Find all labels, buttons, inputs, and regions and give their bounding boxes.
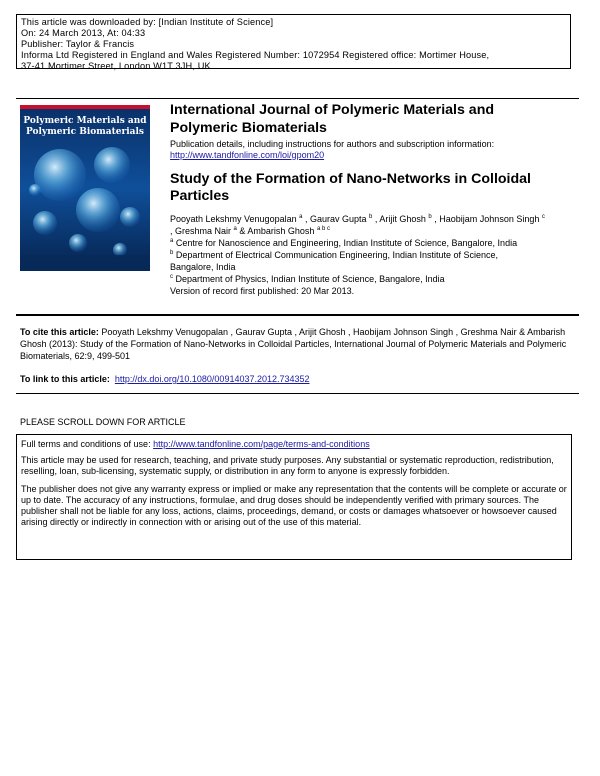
- affiliation-text: Department of Electrical Communication Engineering, Indian Institute of Science,: [175, 250, 499, 260]
- doi-link[interactable]: http://dx.doi.org/10.1080/00914037.2012.734352: [114, 374, 310, 384]
- affiliation-text: Department of Physics, Indian Institute of Science, Bangalore, India: [175, 274, 445, 284]
- affiliations: [170, 237, 578, 297]
- terms-box: [16, 434, 572, 560]
- article-title-line1: Study of the Formation of Nano-Networks in Colloidal: [170, 171, 531, 187]
- author-affil-mark: a: [299, 214, 303, 220]
- affiliation-a: [170, 237, 578, 249]
- author-name: Greshma Nair: [175, 226, 232, 236]
- terms-link[interactable]: http://www.tandfonline.com/page/terms-and-conditions: [153, 439, 370, 449]
- article-title: [170, 171, 578, 205]
- publication-details-text: Publication details, including instructions for authors and subscription information:: [170, 139, 495, 149]
- download-date: On: 24 March 2013, At: 04:33: [21, 28, 146, 38]
- version-of-record: Version of record first published: 20 Mar 2013.: [170, 286, 355, 296]
- terms-paragraph-disclaimer: The publisher does not give any warranty express or implied or make any representation that the contents will be complete or accurate or up to date. The accuracy of any instructions, formulae, and drug doses should be independently verified with primary sources. The publisher shall not be liable for any loss, actions, claims, proceedings, demand, or costs or damages whatsoever or howsoever caused arising directly or indirectly in connection with or arising out of the use of this material.: [21, 484, 567, 527]
- scroll-notice: PLEASE SCROLL DOWN FOR ARTICLE: [20, 417, 186, 427]
- author-affil-mark: c: [541, 214, 545, 220]
- affiliation-text: Centre for Nanoscience and Engineering, Indian Institute of Science, Bangalore, India: [175, 238, 518, 248]
- author-name: Pooyath Lekshmy Venugopalan: [170, 214, 297, 224]
- journal-title: [170, 101, 578, 137]
- publication-details: [170, 139, 578, 161]
- citation-block: [20, 326, 576, 362]
- author-name: Gaurav Gupta: [309, 214, 367, 224]
- author-affil-mark: a b c: [316, 226, 330, 232]
- downloaded-by: This article was downloaded by: [Indian Institute of Science]: [21, 17, 274, 27]
- terms-label: Full terms and conditions of use:: [21, 439, 154, 449]
- journal-title-line1: International Journal of Polymeric Materials and: [170, 102, 495, 118]
- divider-top: [16, 98, 579, 99]
- divider-citation: [16, 393, 579, 394]
- author-list: Pooyath Lekshmy Venugopalan $^a$ , Gaurav Gupta $^b$ , Arijit Ghosh $^b$ , Haobijam Johnson Singh $^c$ , Greshma Nair $^a$ & Ambarish Ghosh $^{a b c}$: [170, 214, 545, 236]
- terms-line: [21, 439, 567, 450]
- registration-line1: Informa Ltd Registered in England and Wales Registered Number: 1072954 Registered office: Mortimer House,: [21, 50, 490, 60]
- affiliation-mark: c: [170, 274, 173, 280]
- journal-title-line2: Polymeric Biomaterials: [170, 120, 327, 136]
- author-affil-mark: b: [428, 214, 432, 220]
- affiliation-b: [170, 249, 578, 261]
- citation-label: To cite this article:: [20, 327, 99, 337]
- affiliation-mark: a: [170, 238, 174, 244]
- affiliation-mark: b: [170, 250, 174, 256]
- author-affil-mark: b: [369, 214, 373, 220]
- article-header: [170, 101, 578, 297]
- divider-header: [16, 314, 579, 316]
- cover-title-line2: Polymeric Biomaterials: [26, 127, 144, 137]
- affiliation-text-continued: Bangalore, India: [170, 262, 236, 272]
- cover-artwork: [20, 105, 150, 271]
- journal-url-link[interactable]: http://www.tandfonline.com/loi/gpom20: [170, 150, 325, 160]
- article-link-line: [20, 373, 576, 385]
- publisher: Publisher: Taylor & Francis: [21, 39, 135, 49]
- author-name: Arijit Ghosh: [379, 214, 426, 224]
- author-name: Haobijam Johnson Singh: [439, 214, 540, 224]
- cover-title-line1: Polymeric Materials and: [23, 116, 147, 126]
- citation-text: Pooyath Lekshmy Venugopalan , Gaurav Gupta , Arijit Ghosh , Haobijam Johnson Singh , Greshma Nair & Ambarish Ghosh (2013): Study of the Formation of Nano-Networks in Colloidal Particles, International Journal of Polymeric Materials and Polymeric Biomaterials, 62:9, 499-501: [20, 327, 567, 361]
- terms-paragraph-usage: This article may be used for research, teaching, and private study purposes. Any substantial or systematic reproduction, redistribution, reselling, loan, sub-licensing, systematic supply, or distribution in any form to anyone is expressly forbidden.: [21, 455, 554, 476]
- article-title-line2: Particles: [170, 188, 230, 204]
- journal-cover-image: [20, 105, 150, 271]
- affiliation-c: [170, 273, 578, 285]
- article-link-label: To link to this article:: [20, 374, 110, 384]
- registration-line2: 37-41 Mortimer Street, London W1T 3JH, UK: [21, 61, 211, 71]
- author-name: Ambarish Ghosh: [247, 226, 315, 236]
- author-affil-mark: a: [233, 226, 237, 232]
- download-info-box: [16, 14, 571, 69]
